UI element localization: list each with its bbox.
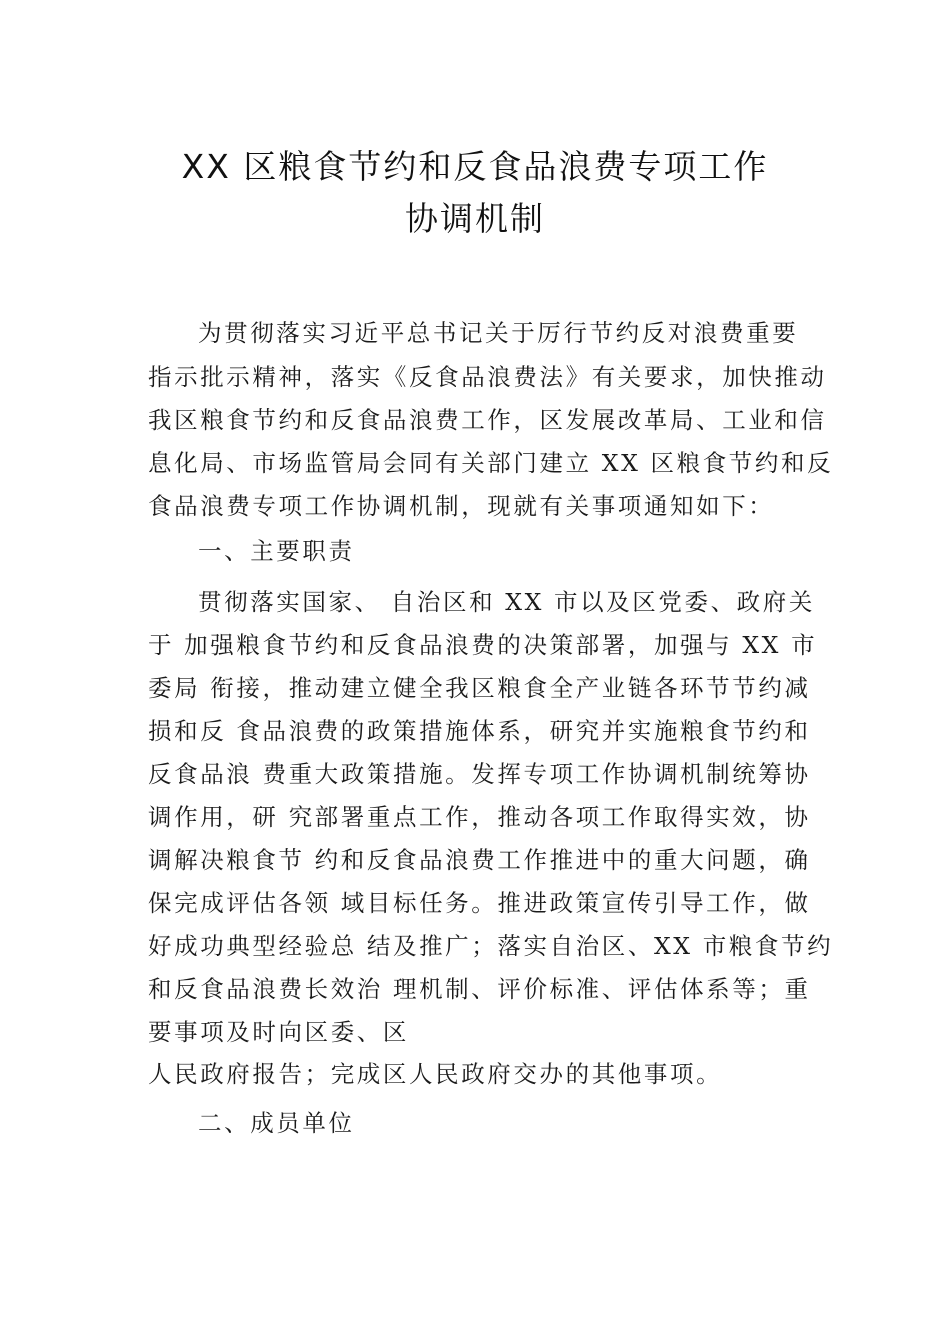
- section1-line: 好成功典型经验总 结及推广；落实自治区、XX 市粮食节约: [148, 932, 834, 960]
- section1-line: 人民政府报告；完成区人民政府交办的其他事项。: [148, 1060, 723, 1088]
- document-title-line-1: XX 区粮食节约和反食品浪费专项工作: [181, 147, 769, 186]
- section1-line: 调解决粮食节 约和反食品浪费工作推进中的重大问题，确: [148, 846, 811, 874]
- section1-line: 贯彻落实国家、 自治区和 XX 市以及区党委、政府关: [198, 588, 815, 616]
- intro-line: 息化局、市场监管局会同有关部门建立 XX 区粮食节约和反: [148, 449, 834, 477]
- intro-line: 食品浪费专项工作协调机制，现就有关事项通知如下：: [148, 492, 775, 520]
- document-title-line-2: 协调机制: [405, 199, 545, 238]
- intro-line: 我区粮食节约和反食品浪费工作，区发展改革局、工业和信: [148, 406, 827, 434]
- section1-line: 调作用，研 究部署重点工作，推动各项工作取得实效，协: [148, 803, 811, 831]
- section1-line: 损和反 食品浪费的政策措施体系，研究并实施粮食节约和: [148, 717, 811, 745]
- intro-line: 指示批示精神，落实《反食品浪费法》有关要求，加快推动: [148, 363, 827, 391]
- section-heading-members: 二、成员单位: [198, 1109, 355, 1137]
- intro-line: 为贯彻落实习近平总书记关于厉行节约反对浪费重要: [198, 319, 799, 347]
- section-heading-duties: 一、主要职责: [198, 537, 355, 565]
- section1-line: 于 加强粮食节约和反食品浪费的决策部署，加强与 XX 市: [148, 631, 818, 659]
- section1-line: 委局 衔接，推动建立健全我区粮食全产业链各环节节约减: [148, 674, 811, 702]
- section1-line: 保完成评估各领 域目标任务。推进政策宣传引导工作，做: [148, 889, 811, 917]
- section1-line: 和反食品浪费长效治 理机制、评价标准、评估体系等；重: [148, 975, 811, 1003]
- section1-line: 要事项及时向区委、区: [148, 1018, 409, 1046]
- section1-line: 反食品浪 费重大政策措施。发挥专项工作协调机制统筹协: [148, 760, 811, 788]
